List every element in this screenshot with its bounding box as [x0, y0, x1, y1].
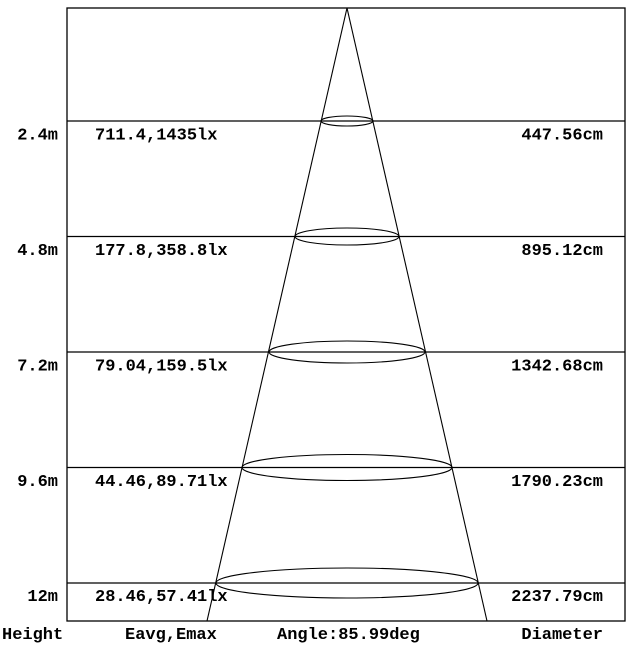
diameter-value: 1342.68cm [511, 357, 603, 377]
eavg-emax-value: 711.4,1435lx [95, 126, 218, 146]
plot-border [67, 8, 625, 621]
height-label: 9.6m [17, 473, 58, 492]
height-label: 2.4m [17, 126, 58, 146]
height-label: 12m [27, 588, 58, 607]
height-label: 7.2m [17, 357, 58, 377]
diameter-value: 1790.23cm [511, 473, 603, 492]
diameter-value: 447.56cm [521, 126, 603, 146]
cone-right-edge [347, 8, 487, 621]
eavg-emax-value: 28.46,57.41lx [95, 588, 228, 607]
eavg-emax-value: 79.04,159.5lx [95, 357, 228, 377]
footer-height-label: Height [2, 626, 64, 645]
diameter-value: 895.12cm [521, 242, 603, 261]
diameter-value: 2237.79cm [511, 588, 603, 607]
eavg-emax-value: 177.8,358.8lx [95, 242, 228, 261]
height-label: 4.8m [17, 242, 58, 261]
footer-eavg-label: Eavg,Emax [125, 626, 217, 645]
eavg-emax-value: 44.46,89.71lx [95, 473, 228, 492]
footer-angle-label: Angle:85.99deg [277, 626, 420, 645]
footer-diameter-label: Diameter [521, 626, 603, 645]
cone-left-edge [207, 8, 347, 621]
